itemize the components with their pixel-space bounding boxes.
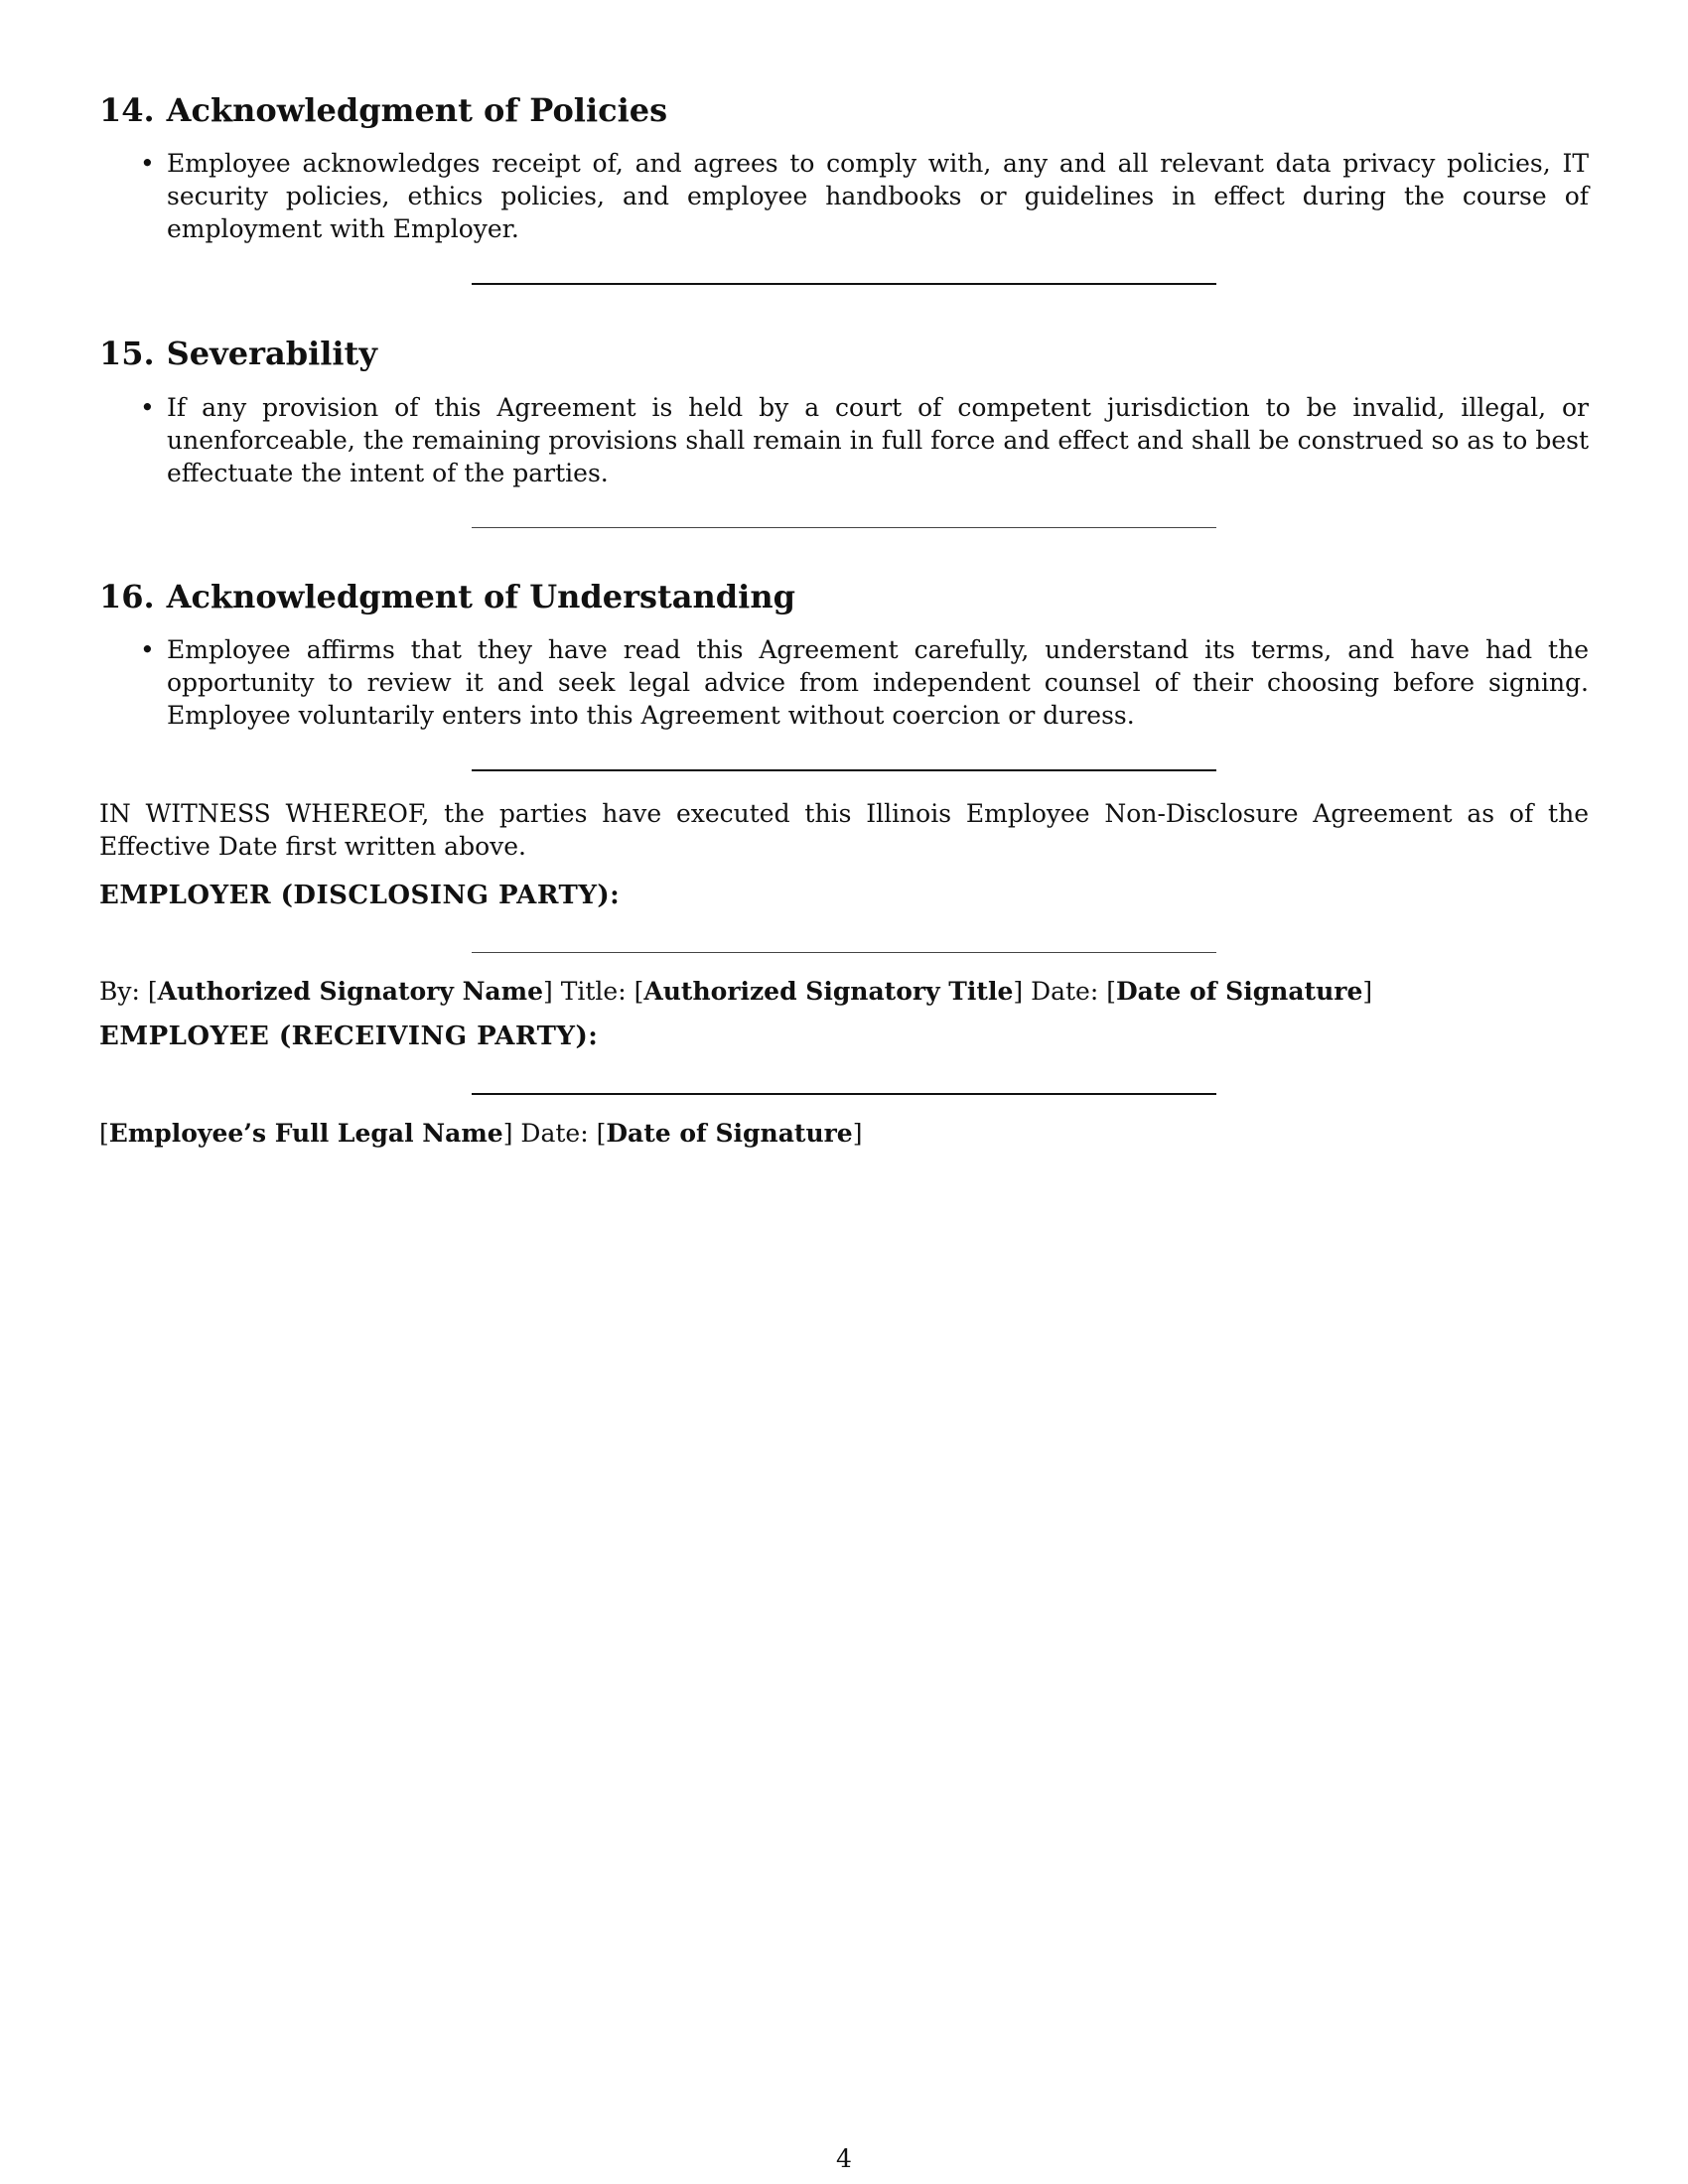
bullet-item: • If any provision of this Agreement is held by a court of competent jurisdiction to be invalid, illegal, or unenforceable, the remaining provisions shall remain in full force and effect and shall be construed so as to best effectuate the intent of the parties. <box>167 391 1589 489</box>
section-title: Acknowledgment of Policies <box>166 91 668 129</box>
by-label: By: <box>99 977 140 1007</box>
horizontal-rule <box>472 769 1216 771</box>
section-number: 15. <box>99 335 155 373</box>
title-label: Title: <box>560 977 627 1007</box>
section-14 <box>99 91 1589 245</box>
bullet-list <box>99 391 1589 489</box>
date-label: Date: <box>520 1119 589 1149</box>
section-heading <box>99 578 1589 615</box>
section-15 <box>99 335 1589 488</box>
signatory-title: Authorized Signatory Title <box>643 977 1014 1007</box>
signature-date: Date of Signature <box>606 1119 853 1149</box>
employer-signature-details: By: [Authorized Signatory Name] Title: [Authorized Signatory Title] Date: [Date of Signature] <box>99 977 1373 1007</box>
signature-date: Date of Signature <box>1115 977 1363 1007</box>
bullet-item: • Employee acknowledges receipt of, and agrees to comply with, any and all relevant data privacy policies, IT security policies, ethics policies, and employee handbooks or guidelines in effect during the course of employment with Employer. <box>167 147 1589 245</box>
employer-heading: EMPLOYER (DISCLOSING PARTY): <box>99 881 621 911</box>
bullet-list <box>99 633 1589 732</box>
section-heading <box>99 91 1589 129</box>
employee-signature-details: [Employee’s Full Legal Name] Date: [Date of Signature] <box>99 1119 863 1149</box>
date-label: Date: <box>1031 977 1099 1007</box>
employer-signature-line <box>472 952 1216 953</box>
section-number: 14. <box>99 91 155 129</box>
horizontal-rule <box>472 283 1216 285</box>
section-title: Acknowledgment of Understanding <box>166 577 795 615</box>
section-16 <box>99 578 1589 732</box>
document-page <box>99 91 1589 1150</box>
bullet-item: • Employee affirms that they have read this Agreement carefully, understand its terms, and have had the opportunity to review it and seek legal advice from independent counsel of their choosing before signing. Employee voluntarily enters into this Agreement without coercion or duress. <box>167 633 1589 732</box>
section-title: Severability <box>166 335 377 373</box>
section-number: 16. <box>99 577 155 615</box>
employee-signature-line <box>472 1093 1216 1095</box>
horizontal-rule <box>472 527 1216 528</box>
section-heading <box>99 335 1589 372</box>
bullet-list <box>99 147 1589 245</box>
page-number: 4 <box>836 2144 852 2173</box>
signatory-name: Authorized Signatory Name <box>157 977 543 1007</box>
employee-heading: EMPLOYEE (RECEIVING PARTY): <box>99 1022 599 1052</box>
witness-clause: IN WITNESS WHEREOF, the parties have executed this Illinois Employee Non-Disclosure Agreement as of the Effective Date first written above. <box>99 799 1589 862</box>
employee-name: Employee’s Full Legal Name <box>108 1119 503 1149</box>
